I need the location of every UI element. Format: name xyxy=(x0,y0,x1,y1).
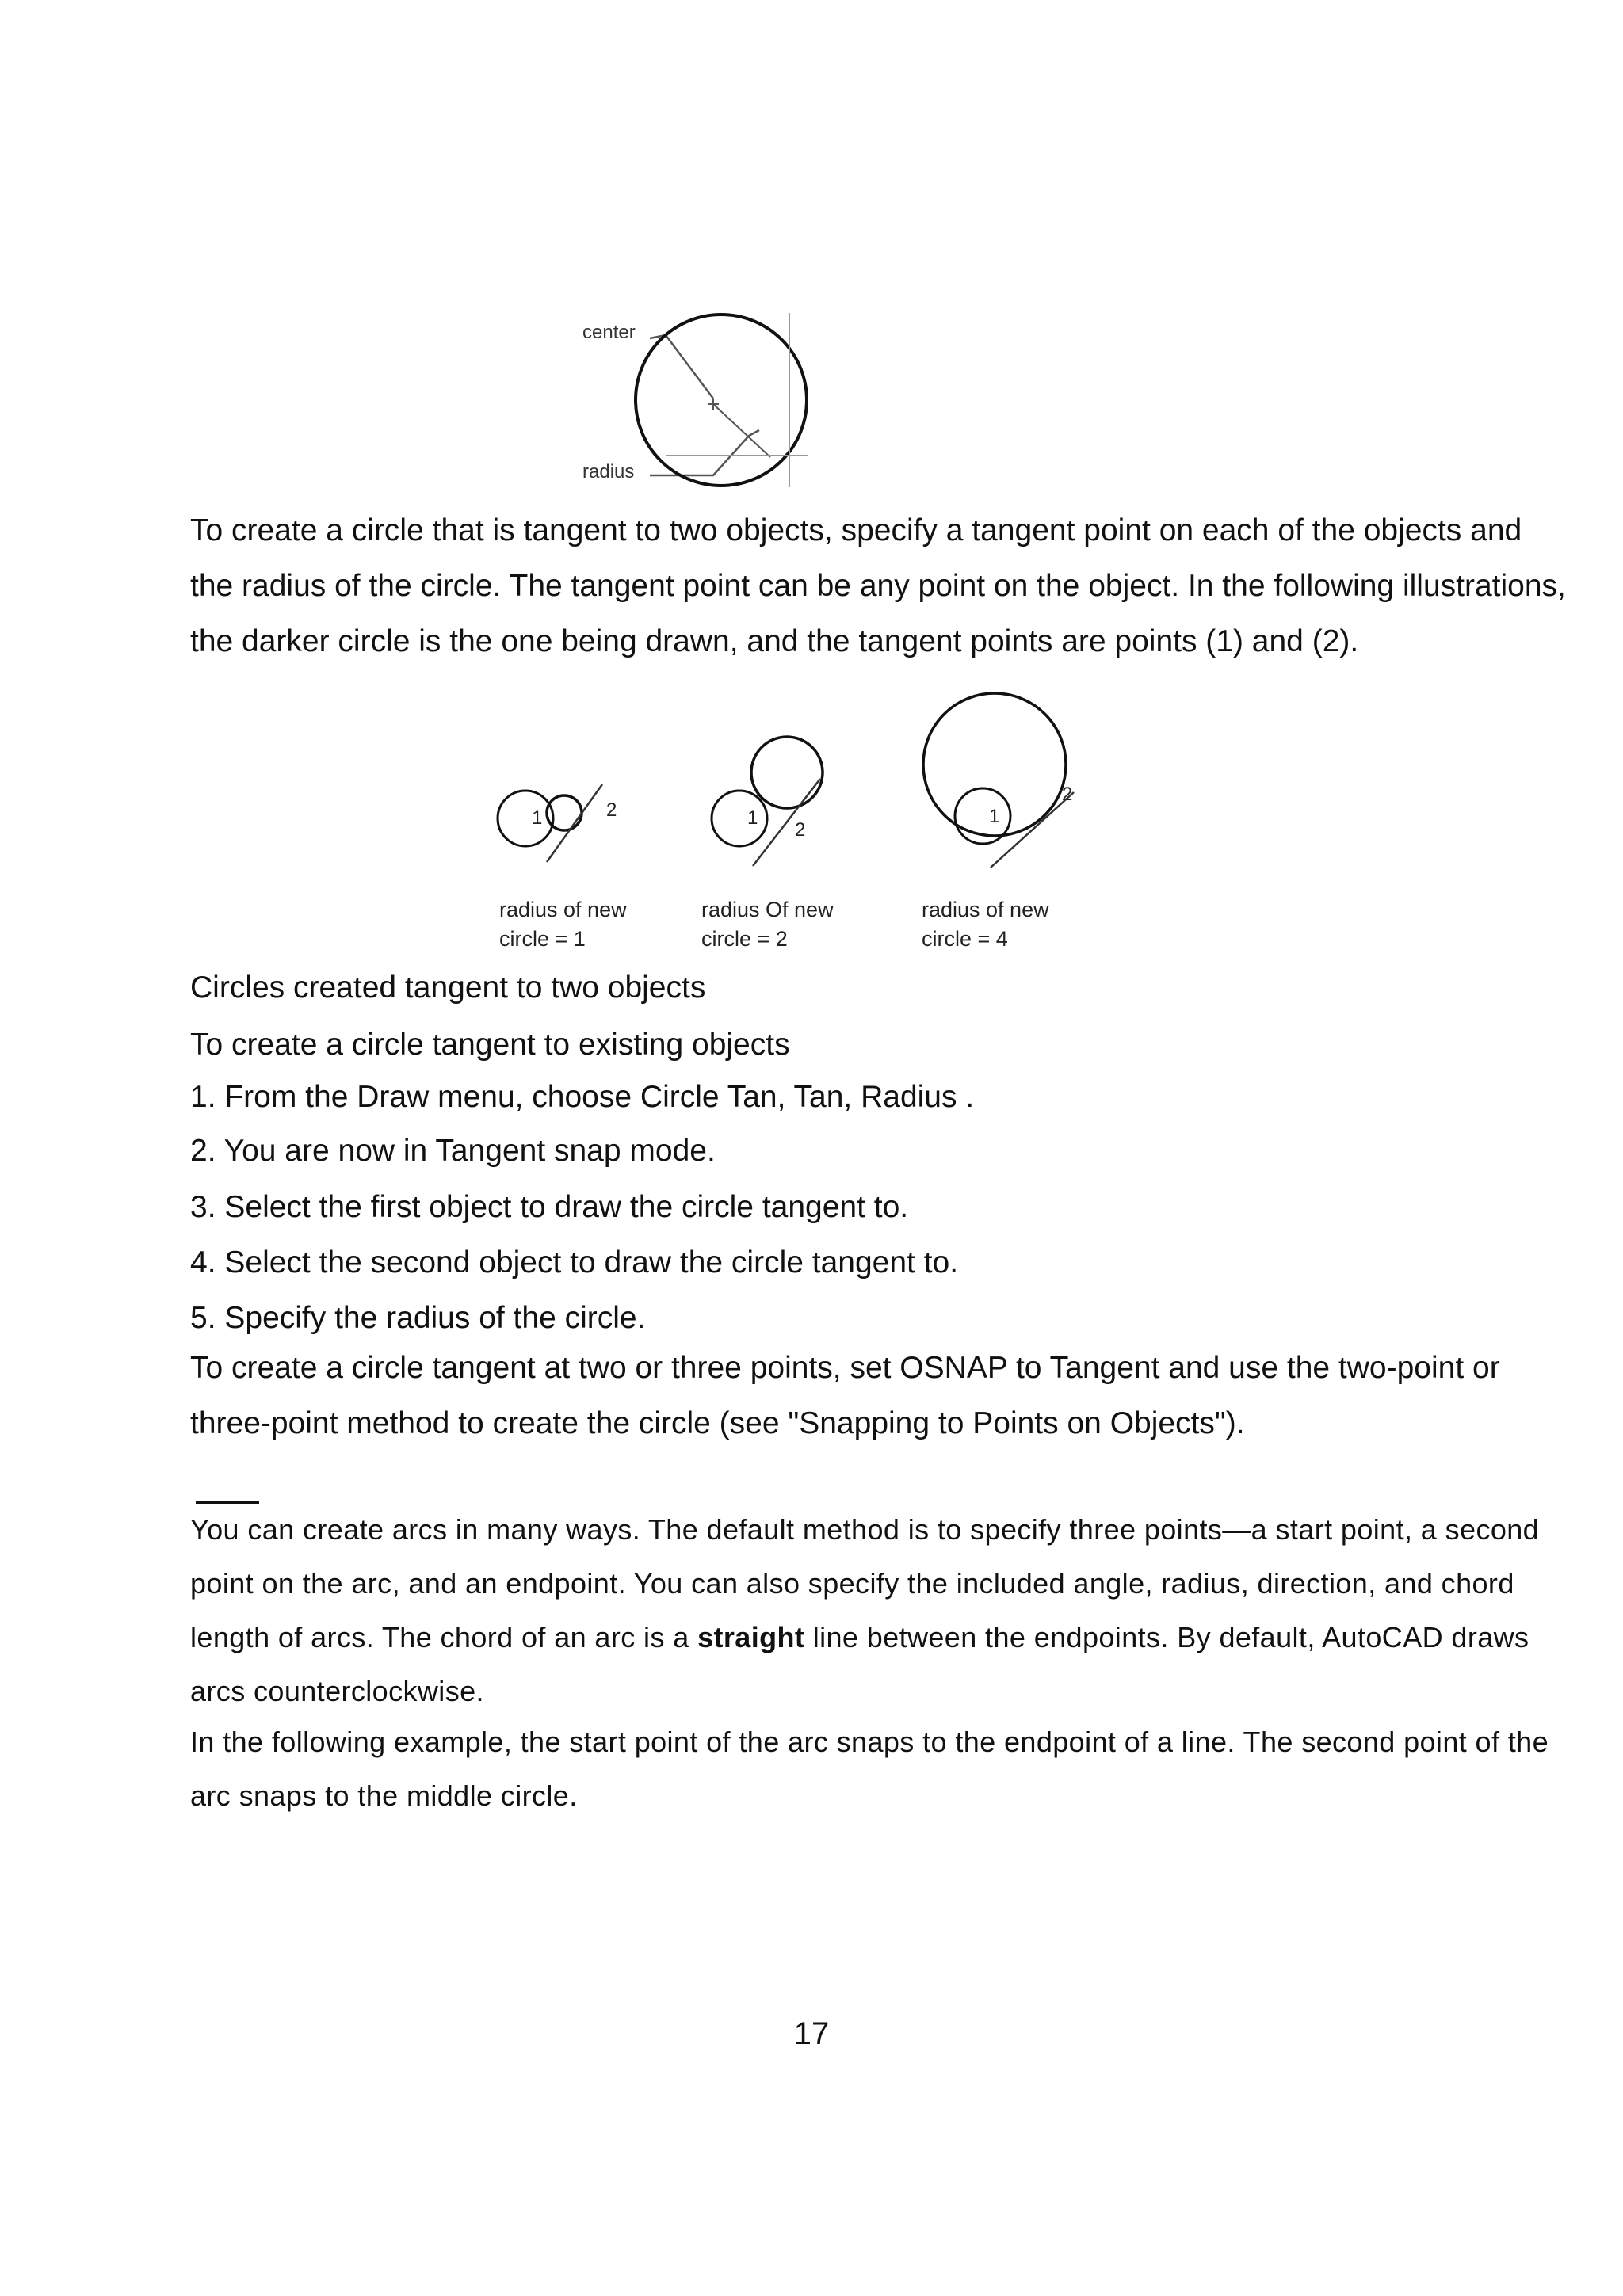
svg-text:2: 2 xyxy=(795,819,806,841)
step-1: 1. From the Draw menu, choose Circle Tan, Tan, Radius . xyxy=(190,1080,975,1114)
tangent-figure-2 xyxy=(693,725,836,875)
intro-paragraph: To create a circle that is tangent to two objects, specify a tangent point on each of the objects and the radius of the circle. The tangent point can be any point on the object. In the following illustrations, the darker circle is the one being drawn, and the tangent points are points (1) and (2). xyxy=(190,513,1566,658)
tangent-caption-1: radius of new circle = 1 xyxy=(499,898,627,951)
tangent-caption-3: radius of new circle = 4 xyxy=(922,898,1049,951)
svg-text:1: 1 xyxy=(747,807,758,829)
step-5: 5. Specify the radius of the circle. xyxy=(190,1301,646,1335)
step-2: 2. You are now in Tangent snap mode. xyxy=(190,1134,716,1168)
point-1-label: 1 xyxy=(532,807,543,829)
svg-text:2: 2 xyxy=(1062,784,1073,805)
figure-caption: Circles created tangent to two objects xyxy=(190,971,706,1005)
label-center: center xyxy=(582,322,636,343)
bold-straight: straight xyxy=(697,1621,805,1653)
tangent-figure-1 xyxy=(487,769,630,879)
example-paragraph: In the following example, the start point of the arc snaps to the endpoint of a line. The second point of the arc snaps to the middle circle. xyxy=(190,1726,1549,1812)
label-radius: radius xyxy=(582,461,635,482)
arcs-paragraph: You can create arcs in many ways. The default method is to specify three points—a start point, a second point on the arc, and an endpoint. You can also specify the included angle, radius, direction, and chord length of arcs. The chord of an arc is a straight line between the endpoints. By default, AutoCAD draws arcs counterclockwise. xyxy=(190,1513,1540,1707)
center-radius-figure xyxy=(571,305,824,495)
main-circle xyxy=(636,315,807,486)
step-4: 4. Select the second object to draw the circle tangent to. xyxy=(190,1245,959,1280)
tangent-caption-2: radius Of new circle = 2 xyxy=(701,898,834,951)
point-2-label: 2 xyxy=(606,799,617,821)
step-3: 3. Select the first object to draw the circle tangent to. xyxy=(190,1190,909,1224)
svg-text:1: 1 xyxy=(989,806,1000,827)
tangent-figure-3 xyxy=(903,689,1102,871)
procedure-title: To create a circle tangent to existing objects xyxy=(190,1028,790,1062)
page-number: 17 xyxy=(793,2016,830,2051)
osnap-paragraph: To create a circle tangent at two or three points, set OSNAP to Tangent and use the two-point or three-point method to create the circle (see "Snapping to Points on Objects"). xyxy=(190,1351,1500,1440)
